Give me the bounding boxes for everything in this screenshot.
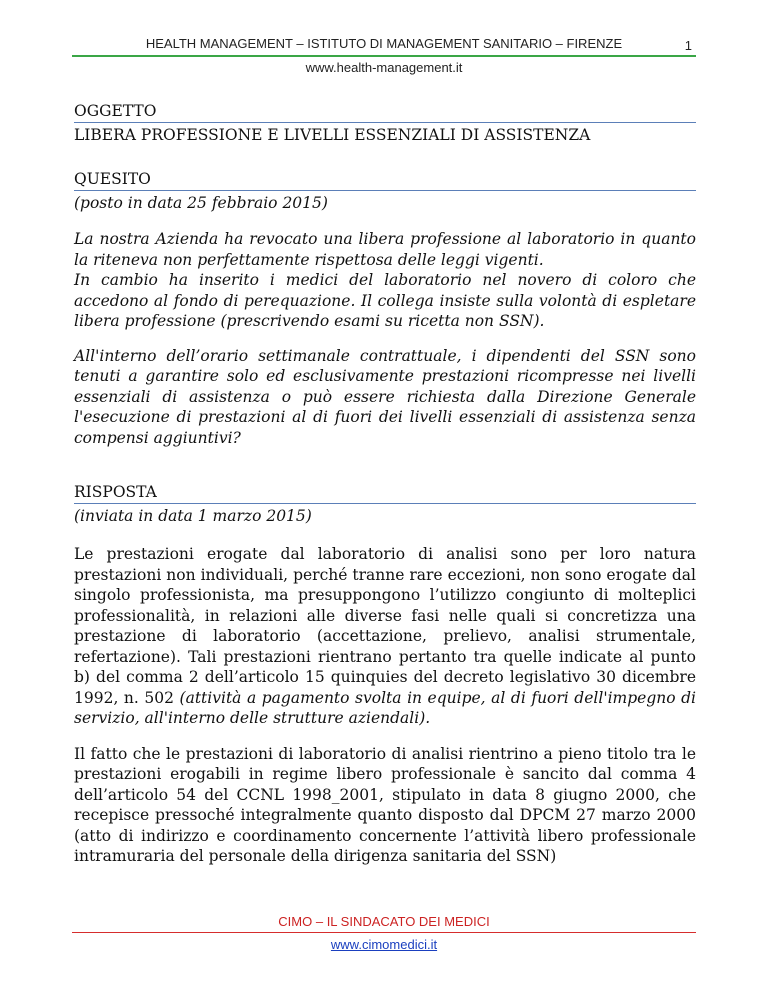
page-footer — [72, 914, 696, 954]
footer-rule — [72, 932, 696, 933]
footer-link[interactable]: www.cimomedici.it — [330, 937, 438, 952]
header-url: www.health-management.it — [305, 60, 463, 75]
header-rule — [72, 55, 696, 57]
quesito-label: QUESITO — [74, 170, 151, 188]
quesito-rule — [74, 190, 696, 191]
quesito-paragraph-2: All'interno dell’orario settimanale contrattuale, i dipendenti del SSN sono tenuti a garantire solo ed esclusivamente prestazioni ricompresse nei livelli essenziali di assistenza o può essere richiesta dalla Direzione Generale l'esecuzione di prestazioni al di fuori dei livelli essenziali di assistenza senza compensi aggiuntivi? — [74, 346, 696, 447]
footer-title: CIMO – IL SINDACATO DEI MEDICI — [278, 914, 490, 929]
risposta-rule — [74, 503, 696, 504]
risposta-paragraph-1-italic: (attività a pagamento svolta in equipe, al di fuori dell'impegno di servizio, all'interno delle strutture aziendali). — [74, 688, 696, 727]
quesito-date: (posto in data 25 febbraio 2015) — [74, 194, 328, 212]
document-body — [74, 101, 696, 867]
oggetto-text: LIBERA PROFESSIONE E LIVELLI ESSENZIALI DI ASSISTENZA — [74, 126, 591, 144]
risposta-paragraph-2: Il fatto che le prestazioni di laboratorio di analisi rientrino a pieno titolo tra le prestazioni erogabili in regime libero professionale è sancito dal comma 4 dell’articolo 54 del CCNL 1998_2001, stipulato in data 8 giugno 2000, che recepisce pressoché integralmente quanto disposto dal DPCM 27 marzo 2000 (atto di indirizzo e coordinamento concernente l’attività libero professionale intramuraria del personale della dirigenza sanitaria del SSN) — [74, 744, 696, 865]
oggetto-rule — [74, 122, 696, 123]
risposta-label: RISPOSTA — [74, 483, 157, 501]
page-header — [72, 36, 696, 75]
risposta-paragraph-1-text: Le prestazioni erogate dal laboratorio di analisi sono per loro natura prestazioni non individuali, perché tranne rare eccezioni, non sono erogate dal singolo professionista, ma presuppongono l’utilizzo congiunto di molteplici professionalità, in relazioni alle diverse fasi nelle quali si concretizza una prestazione di laboratorio (accettazione, prelievo, analisi strumentale, refertazione). Tali prestazioni rientrano pertanto tra quelle indicate al punto b) del comma 2 dell’articolo 15 quinquies del decreto legislativo 30 dicembre 1992, n. 502 — [74, 545, 696, 707]
risposta-paragraph-1 — [74, 544, 696, 729]
quesito-paragraph-1: La nostra Azienda ha revocato una libera professione al laboratorio in quanto la riteneva non perfettamente rispettosa delle leggi vigenti. — [74, 230, 696, 269]
quesito-paragraph-1b: In cambio ha inserito i medici del laboratorio nel novero di coloro che accedono al fondo di perequazione. Il collega insiste sulla volontà di espletare libera professione (prescrivendo esami su ricetta non SSN). — [74, 271, 696, 330]
header-title: HEALTH MANAGEMENT – ISTITUTO DI MANAGEMENT SANITARIO – FIRENZE — [145, 36, 623, 51]
page-number: 1 — [684, 38, 692, 53]
oggetto-label: OGGETTO — [74, 102, 157, 120]
risposta-date: (inviata in data 1 marzo 2015) — [74, 507, 312, 525]
